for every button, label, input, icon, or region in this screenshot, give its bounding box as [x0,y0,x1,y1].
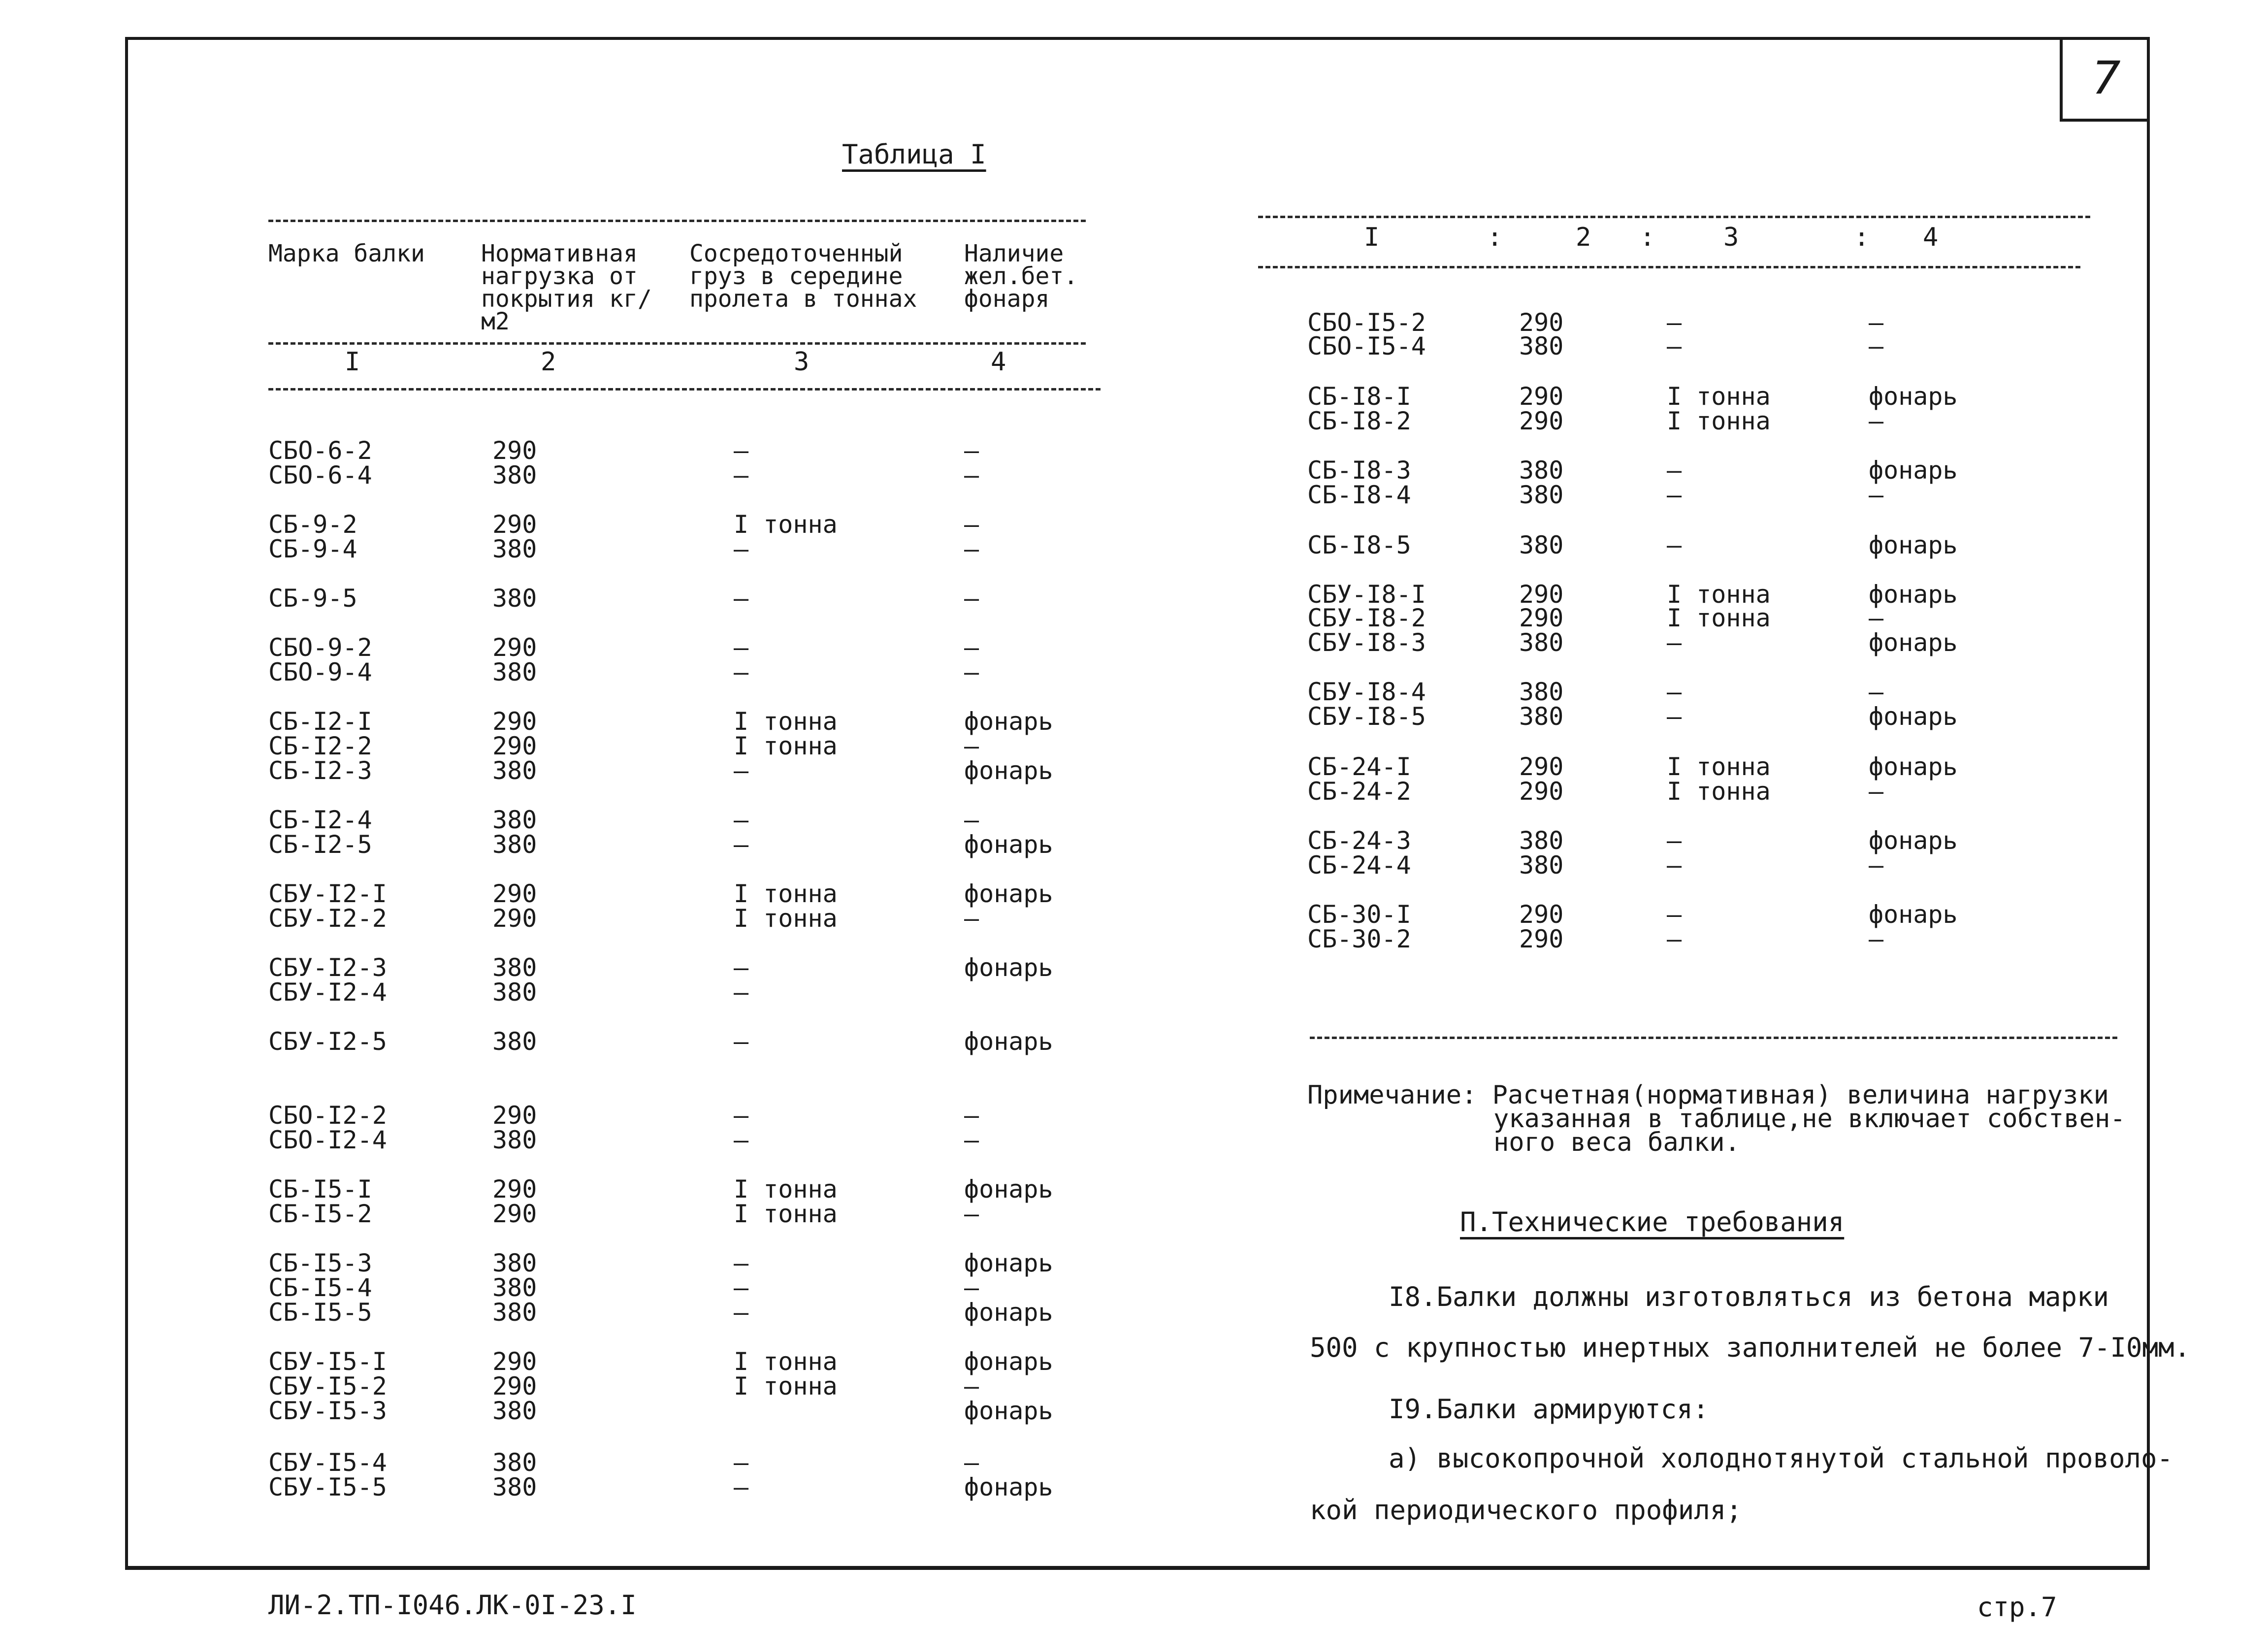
left-table-row-6-mark: СБО-9-2 [268,633,372,662]
right-table-row-17-mark: СБ-30-I [1307,900,1411,929]
right-table-row-14-lantern: – [1869,777,1884,806]
right-table-row-11-lantern: – [1869,678,1884,706]
left-table-row-3-cargo: I тонна [734,510,838,539]
left-table-row-20-lantern: фонарь [964,1175,1053,1204]
left-table-row-3-mark: СБ-9-2 [268,510,357,539]
right-table-row-12-cargo: – [1667,702,1682,731]
left-table-row-23-load: 380 [492,1273,537,1302]
left-table-row-12-load: 380 [492,830,537,859]
left-table-row-5-cargo: – [734,584,749,613]
left-table-row-8-cargo: I тонна [734,707,838,736]
left-table-row-21-cargo: I тонна [734,1200,838,1228]
footer-doc-code: ЛИ-2.ТП-I046.ЛК-0I-23.I [268,1590,637,1621]
left-table-row-24-load: 380 [492,1298,537,1327]
right-table-row-15-lantern: фонарь [1869,826,1958,855]
left-table-row-16-mark: СБУ-I2-4 [268,978,387,1007]
left-table-row-19-cargo: – [734,1126,749,1154]
right-table-row-7-lantern: фонарь [1869,531,1958,559]
right-table-row-13-load: 290 [1519,752,1564,781]
left-table-row-22-cargo: – [734,1249,749,1277]
header-lantern [964,240,1092,313]
left-table-row-1-load: 290 [492,436,537,465]
header-load-text: Нормативная нагрузка от покрытия кг/м2 [481,240,652,335]
right-table-row-10-load: 380 [1519,628,1564,657]
left-table-row-2-load: 380 [492,461,537,489]
right-table-row-7-load: 380 [1519,531,1564,559]
left-table-row-11-lantern: – [964,806,979,834]
right-table-row-4-cargo: I тонна [1667,407,1771,435]
left-table-row-23-cargo: – [734,1273,749,1302]
right-table-row-8-mark: СБУ-I8-I [1307,580,1426,609]
left-table-row-22-mark: СБ-I5-3 [268,1249,372,1277]
col-number-2: 2 [541,347,556,377]
left-table-row-18-load: 290 [492,1101,537,1130]
left-table-row-29-load: 380 [492,1473,537,1501]
right-table-row-13-mark: СБ-24-I [1307,752,1411,781]
table-title: Таблица I [842,139,986,170]
left-table-row-21-lantern: – [964,1200,979,1228]
left-table-row-28-lantern: – [964,1448,979,1477]
left-table-row-14-mark: СБУ-I2-2 [268,904,387,933]
right-table-row-7-mark: СБ-I8-5 [1307,531,1411,559]
right-table-row-13-cargo: I тонна [1667,752,1771,781]
right-table-row-9-cargo: I тонна [1667,604,1771,632]
right-table-row-2-lantern: – [1869,332,1884,360]
left-table-row-20-mark: СБ-I5-I [268,1175,372,1204]
body-line-5: кой периодического профиля; [1310,1495,1742,1526]
header-load [481,242,673,333]
right-table-row-10-lantern: фонарь [1869,628,1958,657]
right-col-1: I [1364,223,1380,252]
right-table-row-12-load: 380 [1519,702,1564,731]
left-table-row-25-load: 290 [492,1347,537,1376]
left-table-row-17-load: 380 [492,1027,537,1056]
right-table-row-16-lantern: – [1869,851,1884,879]
left-table-row-15-load: 380 [492,953,537,982]
right-table-row-6-load: 380 [1519,481,1564,509]
header-mark: Марка балки [268,240,425,267]
left-table-row-20-cargo: I тонна [734,1175,838,1204]
left-table-row-27-lantern: фонарь [964,1397,1053,1425]
left-table-row-29-cargo: – [734,1473,749,1501]
right-table-row-2-cargo: – [1667,332,1682,360]
right-table-row-8-load: 290 [1519,580,1564,609]
right-table-row-13-lantern: фонарь [1869,752,1958,781]
left-table-row-25-cargo: I тонна [734,1347,838,1376]
right-table-row-11-mark: СБУ-I8-4 [1307,678,1426,706]
left-table-row-12-cargo: – [734,830,749,859]
body-line-1: I8.Балки должны изготовляться из бетона марки [1389,1281,2109,1312]
left-table-row-14-load: 290 [492,904,537,933]
header-cargo-text: Сосредоточенный груз в середине пролета в тоннах [689,240,917,313]
left-table-row-8-lantern: фонарь [964,707,1053,736]
left-table-row-13-lantern: фонарь [964,879,1053,908]
right-table-row-1-lantern: – [1869,308,1884,337]
left-table-row-29-lantern: фонарь [964,1473,1053,1501]
left-table-row-24-lantern: фонарь [964,1298,1053,1327]
left-table-row-27-load: 380 [492,1397,537,1425]
left-table-row-11-load: 380 [492,806,537,834]
right-table-row-1-cargo: – [1667,308,1682,337]
right-table-row-2-mark: СБО-I5-4 [1307,332,1426,360]
right-col-4: 4 [1923,223,1939,252]
left-table-row-9-mark: СБ-I2-2 [268,732,372,760]
right-table-row-14-mark: СБ-24-2 [1307,777,1411,806]
left-table-row-25-mark: СБУ-I5-I [268,1347,387,1376]
right-table-row-2-load: 380 [1519,332,1564,360]
right-table-row-17-cargo: – [1667,900,1682,929]
left-table-row-5-mark: СБ-9-5 [268,584,357,613]
left-table-row-2-cargo: – [734,461,749,489]
right-table-row-16-cargo: – [1667,851,1682,879]
right-table-row-15-load: 380 [1519,826,1564,855]
table-top-rule [268,220,1086,222]
left-table-row-10-mark: СБ-I2-3 [268,756,372,785]
left-table-row-28-mark: СБУ-I5-4 [268,1448,387,1477]
left-table-row-21-mark: СБ-I5-2 [268,1200,372,1228]
right-table-row-6-mark: СБ-I8-4 [1307,481,1411,509]
left-table-row-18-cargo: – [734,1101,749,1130]
right-table-row-12-mark: СБУ-I8-5 [1307,702,1426,731]
left-table-row-18-lantern: – [964,1101,979,1130]
left-table-row-12-lantern: фонарь [964,830,1053,859]
right-table-row-7-cargo: – [1667,531,1682,559]
left-table-row-14-lantern: – [964,904,979,933]
right-table-row-9-mark: СБУ-I8-2 [1307,604,1426,632]
left-table-row-19-lantern: – [964,1126,979,1154]
right-table-row-17-lantern: фонарь [1869,900,1958,929]
left-table-row-1-cargo: – [734,436,749,465]
right-table-row-8-cargo: I тонна [1667,580,1771,609]
left-table-row-17-lantern: фонарь [964,1027,1053,1056]
left-table-row-15-cargo: – [734,953,749,982]
right-table-row-16-mark: СБ-24-4 [1307,851,1411,879]
body-line-2: 500 с крупностью инертных заполнителей не более 7-I0мм. [1310,1332,2191,1363]
right-table-row-4-lantern: – [1869,407,1884,435]
right-table-row-8-lantern: фонарь [1869,580,1958,609]
col-number-4: 4 [991,347,1006,377]
left-table-row-1-mark: СБО-6-2 [268,436,372,465]
left-table-row-2-lantern: – [964,461,979,489]
right-table-row-15-mark: СБ-24-3 [1307,826,1411,855]
col-number-rule [268,388,1101,391]
left-table-row-1-lantern: – [964,436,979,465]
right-col-sep-1: : [1487,223,1503,252]
right-table-row-1-mark: СБО-I5-2 [1307,308,1426,337]
left-table-row-21-load: 290 [492,1200,537,1228]
right-table-row-5-mark: СБ-I8-3 [1307,456,1411,485]
header-rule [268,342,1086,345]
body-line-3: I9.Балки армируются: [1389,1394,1709,1425]
left-table-row-4-load: 380 [492,535,537,563]
header-lantern-text: Наличие жел.бет. фонаря [964,240,1078,313]
right-table-top-rule [1258,216,2090,218]
left-table-row-10-load: 380 [492,756,537,785]
right-table-row-9-lantern: – [1869,604,1884,632]
left-table-row-22-load: 380 [492,1249,537,1277]
right-table-row-6-cargo: – [1667,481,1682,509]
page-number-box: 7 [2060,37,2150,122]
left-table-row-29-mark: СБУ-I5-5 [268,1473,387,1501]
left-table-row-16-load: 380 [492,978,537,1007]
note-line-3: ного веса балки. [1493,1128,1740,1157]
left-table-row-4-mark: СБ-9-4 [268,535,357,563]
right-table-row-18-lantern: – [1869,925,1884,953]
left-table-row-7-mark: СБО-9-4 [268,658,372,686]
note-line-2: указанная в таблице,не включает собствен- [1493,1104,2126,1134]
right-col-sep-2: : [1640,223,1655,252]
right-col-2: 2 [1576,223,1591,252]
right-table-row-3-cargo: I тонна [1667,382,1771,411]
right-table-row-4-load: 290 [1519,407,1564,435]
left-table-row-26-load: 290 [492,1372,537,1400]
left-table-row-10-cargo: – [734,756,749,785]
left-table-row-17-mark: СБУ-I2-5 [268,1027,387,1056]
right-table-row-5-load: 380 [1519,456,1564,485]
left-table-row-18-mark: СБО-I2-2 [268,1101,387,1130]
right-table-row-18-cargo: – [1667,925,1682,953]
left-table-row-16-cargo: – [734,978,749,1007]
right-table-row-3-mark: СБ-I8-I [1307,382,1411,411]
left-table-row-15-mark: СБУ-I2-3 [268,953,387,982]
left-table-row-12-mark: СБ-I2-5 [268,830,372,859]
left-table-row-2-mark: СБО-6-4 [268,461,372,489]
right-table-row-9-load: 290 [1519,604,1564,632]
left-table-row-8-mark: СБ-I2-I [268,707,372,736]
left-table-row-6-load: 290 [492,633,537,662]
left-table-row-20-load: 290 [492,1175,537,1204]
left-table-row-4-cargo: – [734,535,749,563]
left-table-row-25-lantern: фонарь [964,1347,1053,1376]
note-line-1: Примечание: Расчетная(нормативная) величина нагрузки [1307,1080,2109,1110]
left-table-row-28-load: 380 [492,1448,537,1477]
right-table-row-10-cargo: – [1667,628,1682,657]
left-table-row-3-lantern: – [964,510,979,539]
left-table-row-11-mark: СБ-I2-4 [268,806,372,834]
left-table-row-26-lantern: – [964,1372,979,1400]
left-table-row-28-cargo: – [734,1448,749,1477]
left-table-row-26-mark: СБУ-I5-2 [268,1372,387,1400]
right-table-row-5-lantern: фонарь [1869,456,1958,485]
left-table-row-5-lantern: – [964,584,979,613]
left-table-row-26-cargo: I тонна [734,1372,838,1400]
left-table-row-6-lantern: – [964,633,979,662]
right-table-row-12-lantern: фонарь [1869,702,1958,731]
left-table-row-27-mark: СБУ-I5-3 [268,1397,387,1425]
left-table-row-7-cargo: – [734,658,749,686]
right-table-row-16-load: 380 [1519,851,1564,879]
left-table-row-5-load: 380 [492,584,537,613]
right-table-row-17-load: 290 [1519,900,1564,929]
right-table-row-5-cargo: – [1667,456,1682,485]
left-table-row-9-load: 290 [492,732,537,760]
left-table-row-6-cargo: – [734,633,749,662]
left-table-row-7-lantern: – [964,658,979,686]
left-table-row-24-mark: СБ-I5-5 [268,1298,372,1327]
left-table-row-7-load: 380 [492,658,537,686]
left-table-row-13-load: 290 [492,879,537,908]
left-table-row-9-lantern: – [964,732,979,760]
right-col-sep-3: : [1854,223,1870,252]
right-table-row-11-load: 380 [1519,678,1564,706]
left-table-row-13-mark: СБУ-I2-I [268,879,387,908]
left-table-row-4-lantern: – [964,535,979,563]
col-number-3: 3 [794,347,810,377]
left-table-row-14-cargo: I тонна [734,904,838,933]
col-number-1: I [345,347,360,377]
header-cargo [689,240,955,313]
right-table-row-6-lantern: – [1869,481,1884,509]
right-table-row-15-cargo: – [1667,826,1682,855]
footer-page: стр.7 [1977,1592,2057,1623]
right-table-row-3-lantern: фонарь [1869,382,1958,411]
right-table-row-14-cargo: I тонна [1667,777,1771,806]
left-table-row-13-cargo: I тонна [734,879,838,908]
left-table-row-17-cargo: – [734,1027,749,1056]
right-table-row-18-mark: СБ-30-2 [1307,925,1411,953]
left-table-row-3-load: 290 [492,510,537,539]
left-table-row-23-lantern: – [964,1273,979,1302]
right-table-row-11-cargo: – [1667,678,1682,706]
section-title: П.Технические требования [1460,1206,1845,1237]
left-table-row-8-load: 290 [492,707,537,736]
right-table-row-14-load: 290 [1519,777,1564,806]
left-table-row-9-cargo: I тонна [734,732,838,760]
right-table-row-10-mark: СБУ-I8-3 [1307,628,1426,657]
body-line-4: а) высокопрочной холоднотянутой стальной проволо- [1389,1443,2173,1474]
right-table-bottom-rule [1310,1037,2117,1039]
left-table-row-10-lantern: фонарь [964,756,1053,785]
left-table-row-24-cargo: – [734,1298,749,1327]
right-col-3: 3 [1723,223,1739,252]
left-table-row-19-load: 380 [492,1126,537,1154]
left-table-row-11-cargo: – [734,806,749,834]
right-header-rule [1258,266,2080,268]
right-table-row-4-mark: СБ-I8-2 [1307,407,1411,435]
right-table-row-18-load: 290 [1519,925,1564,953]
left-table-row-22-lantern: фонарь [964,1249,1053,1277]
right-table-row-3-load: 290 [1519,382,1564,411]
left-table-row-23-mark: СБ-I5-4 [268,1273,372,1302]
right-table-row-1-load: 290 [1519,308,1564,337]
left-table-row-19-mark: СБО-I2-4 [268,1126,387,1154]
left-table-row-15-lantern: фонарь [964,953,1053,982]
